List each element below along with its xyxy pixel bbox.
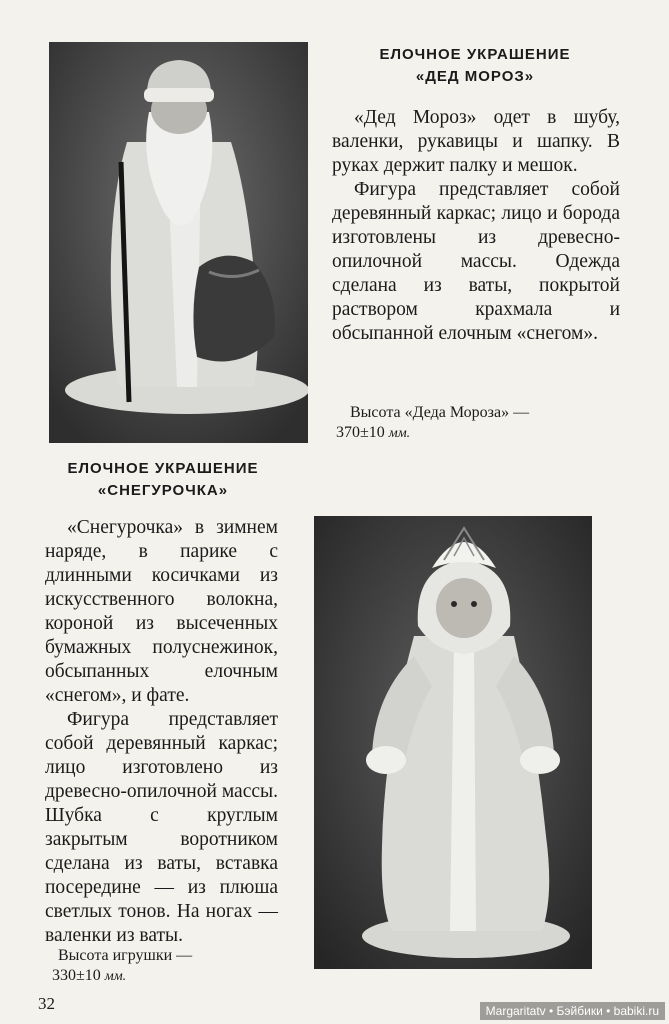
snegurochka-description xyxy=(45,516,278,948)
snegurochka-heading-line2: «СНЕГУРОЧКА» xyxy=(97,482,229,499)
page-number: 32 xyxy=(38,994,55,1013)
snegurochka-heading-line1: ЕЛОЧНОЕ УКРАШЕНИЕ xyxy=(67,460,259,477)
snegurochka-caption-line1: Высота игрушки — xyxy=(58,947,193,964)
ded-moroz-paragraph-2: Фигура представляет собой деревянный каркас; лицо и борода изготовлены из древесно-опилочной массы. Одежда сделана из ваты, покрытой раствором крахмала и обсыпанной елочным «снегом». xyxy=(332,179,620,344)
ded-moroz-caption-line1: Высота «Деда Мороза» — xyxy=(350,404,530,421)
ded-moroz-caption xyxy=(336,403,616,444)
snegurochka-caption xyxy=(52,946,292,987)
ded-moroz-caption-value: 370±10 xyxy=(336,424,385,441)
ded-moroz-figure xyxy=(49,42,308,443)
snegurochka-caption-unit: мм. xyxy=(104,969,127,984)
ded-moroz-heading-line1: ЕЛОЧНОЕ УКРАШЕНИЕ xyxy=(379,46,571,63)
snegurochka-heading xyxy=(38,458,288,502)
ded-moroz-heading xyxy=(325,44,625,88)
snegurochka-photo xyxy=(314,516,592,969)
ded-moroz-heading-line2: «ДЕД МОРОЗ» xyxy=(415,68,535,85)
snegurochka-figure xyxy=(314,516,592,969)
watermark: Margaritatv • Бэйбики • babiki.ru xyxy=(480,1002,665,1020)
ded-moroz-paragraph-1: «Дед Мороз» одет в шубу, валенки, рукавицы и шапку. В руках держит палку и мешок. xyxy=(332,107,620,176)
ded-moroz-photo xyxy=(49,42,308,443)
snegurochka-paragraph-1: «Снегурочка» в зимнем наряде, в парике с длинными косичками из искусственного волокна, короной из высеченных бумажных полуснежинок, обсыпанных елочным «снегом», и фате. xyxy=(45,517,278,706)
ded-moroz-description xyxy=(332,106,620,346)
snegurochka-caption-value: 330±10 xyxy=(52,967,101,984)
snegurochka-paragraph-2: Фигура представляет собой деревянный каркас; лицо изготовлено из древесно-опилочной массы. Шубка с круглым закрытым воротником сделана из ваты, вставка посередине — из плюша светлых тонов. На ногах — валенки из ваты. xyxy=(45,709,278,946)
ded-moroz-caption-unit: мм. xyxy=(388,426,411,441)
